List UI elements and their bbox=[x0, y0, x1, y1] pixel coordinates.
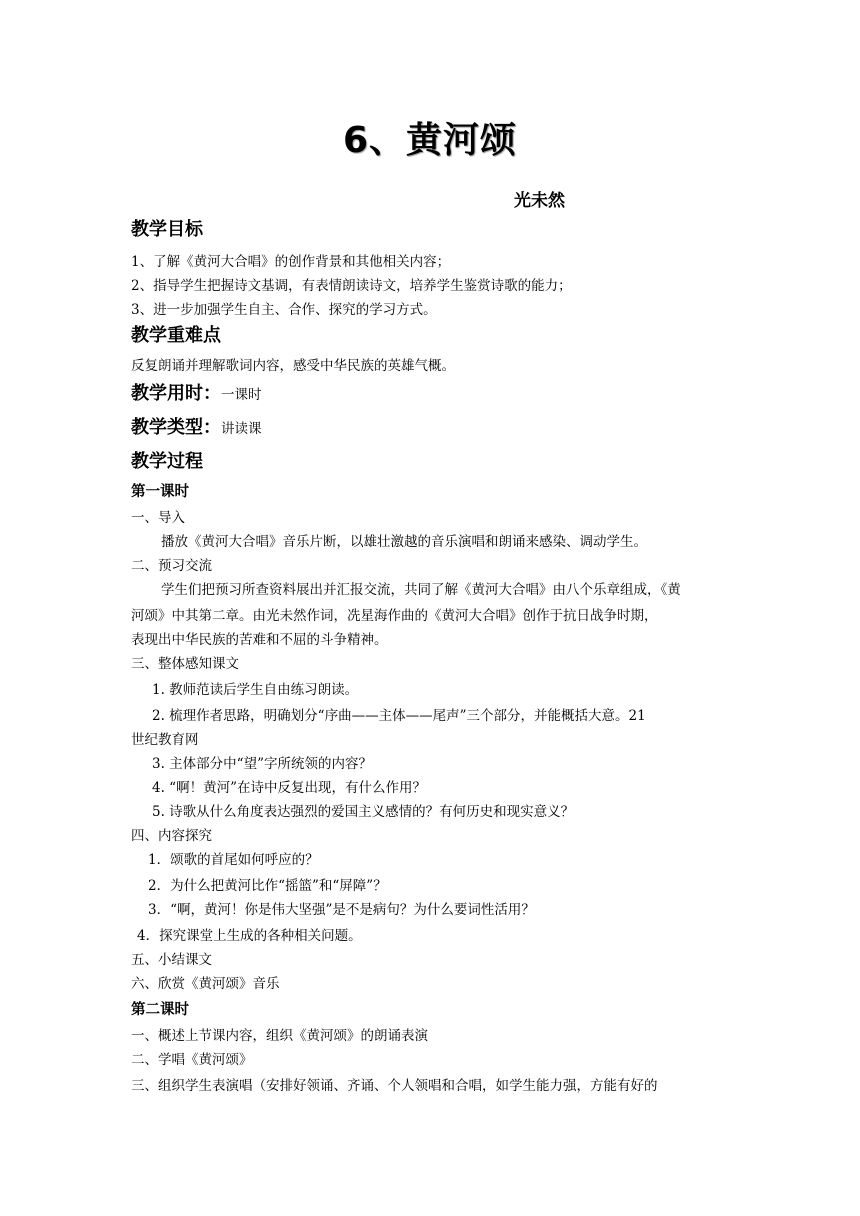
lesson2-line: 三、组织学生表演唱（安排好领诵、齐诵、个人领唱和合唱，如学生能力强，方能有好的 bbox=[131, 1078, 658, 1094]
time-heading: 教学用时： bbox=[131, 383, 221, 404]
key-points-text: 反复朗诵并理解歌词内容，感受中华民族的英雄气概。 bbox=[131, 358, 455, 374]
lesson1-line: 表现出中华民族的苦难和不屈的斗争精神。 bbox=[131, 632, 388, 648]
key-points-heading: 教学重难点 bbox=[131, 325, 221, 346]
type-value: 讲读课 bbox=[221, 421, 262, 437]
lesson1-line: 河颂》中其第二章。由光未然作词，冼星海作曲的《黄河大合唱》创作于抗日战争时期， bbox=[131, 608, 658, 624]
lesson1-line: 学生们把预习所查资料展出并汇报交流，共同了解《黄河大合唱》由八个乐章组成，《黄 bbox=[161, 582, 681, 598]
lesson1-line: 1．颂歌的首尾如何呼应的？ bbox=[148, 852, 319, 868]
lesson1-line: 世纪教育网 bbox=[131, 732, 199, 748]
objective-item: 3、进一步加强学生自主、合作、探究的学习方式。 bbox=[131, 302, 437, 318]
lesson1-line: 4. “啊！黄河”在诗中反复出现，有什么作用？ bbox=[152, 780, 426, 796]
lesson1-line: 六、欣赏《黄河颂》音乐 bbox=[131, 976, 280, 992]
lesson1-line: 四、内容探究 bbox=[131, 828, 212, 844]
lesson1-line: 3．“啊，黄河！你是伟大坚强”是不是病句？为什么要词性活用？ bbox=[148, 902, 535, 918]
lesson2-line: 一、概述上节课内容，组织《黄河颂》的朗诵表演 bbox=[131, 1028, 428, 1044]
lesson1-line: 1. 教师范读后学生自由练习朗读。 bbox=[152, 682, 359, 698]
lesson1-line: 五、小结课文 bbox=[131, 952, 212, 968]
objective-item: 2、指导学生把握诗文基调，有表情朗读诗文，培养学生鉴赏诗歌的能力； bbox=[131, 278, 572, 294]
lesson2-heading: 第二课时 bbox=[131, 1002, 189, 1018]
lesson1-line: 5. 诗歌从什么角度表达强烈的爱国主义感情的？有何历史和现实意义？ bbox=[152, 804, 575, 820]
time-value: 一课时 bbox=[221, 387, 262, 403]
time-row bbox=[131, 382, 262, 407]
process-heading: 教学过程 bbox=[131, 451, 203, 472]
type-heading: 教学类型： bbox=[131, 417, 221, 438]
lesson1-heading: 第一课时 bbox=[131, 484, 189, 500]
lesson1-line: 二、预习交流 bbox=[131, 558, 212, 574]
lesson1-line: 三、整体感知课文 bbox=[131, 656, 239, 672]
lesson1-line: 4．探究课堂上生成的各种相关问题。 bbox=[137, 928, 362, 944]
lesson1-line: 一、导入 bbox=[131, 510, 185, 526]
lesson1-line: 播放《黄河大合唱》音乐片断，以雄壮激越的音乐演唱和朗诵来感染、调动学生。 bbox=[161, 534, 647, 550]
type-row bbox=[131, 416, 262, 441]
objectives-heading: 教学目标 bbox=[131, 219, 203, 240]
document-title: 6、黄河颂 bbox=[342, 120, 518, 161]
lesson2-line: 二、学唱《黄河颂》 bbox=[131, 1052, 253, 1068]
lesson1-line: 2．为什么把黄河比作“摇篮”和“屏障”？ bbox=[148, 878, 387, 894]
lesson1-line: 2. 梳理作者思路，明确划分“序曲——主体——尾声”三个部分，并能概括大意。21 bbox=[152, 708, 646, 724]
lesson1-line: 3. 主体部分中“望”字所统领的内容？ bbox=[152, 756, 372, 772]
author-name: 光未然 bbox=[514, 191, 565, 211]
objective-item: 1、了解《黄河大合唱》的创作背景和其他相关内容； bbox=[131, 254, 451, 270]
